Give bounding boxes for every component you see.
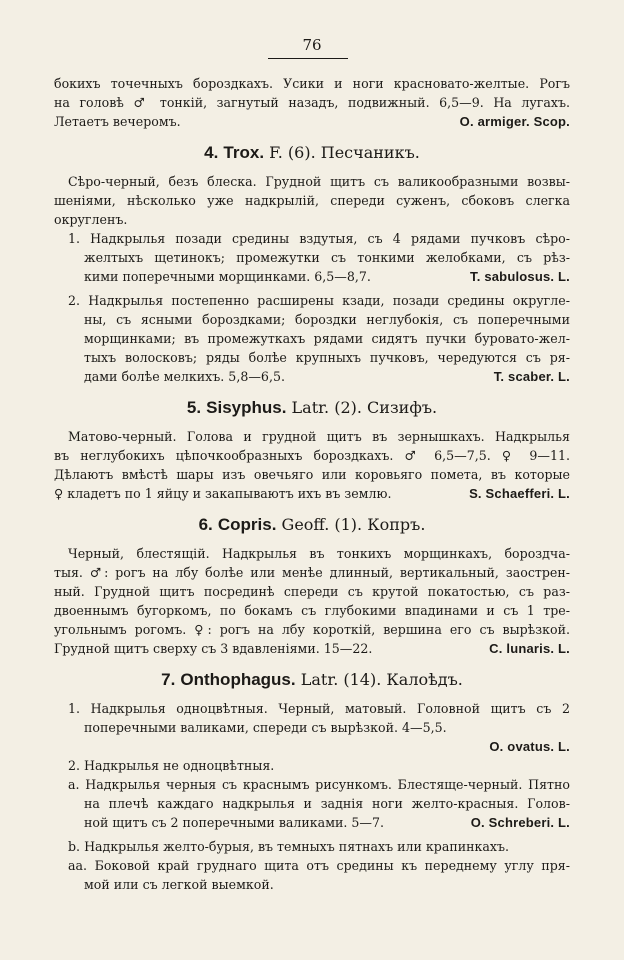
text: Летаетъ вечеромъ.	[54, 114, 181, 129]
species-line	[54, 737, 570, 756]
text-line: Сѣро-черный, безъ блеска. Грудной щитъ съ валикообразными возвы-	[68, 174, 570, 189]
text-line: ный. Грудной щитъ посрединѣ спереди съ крутой покатостью, съ раз-	[54, 584, 570, 599]
text-line: тыя. ♂: рогъ на лбу болѣе или менѣе длинный, вертикальный, заострен-	[54, 565, 570, 580]
text-line: округленъ.	[54, 212, 128, 227]
genus-name: Copris.	[217, 515, 277, 534]
genus-number: 7.	[161, 670, 176, 689]
text-line-with-species	[54, 112, 570, 131]
genus-name: Trox.	[223, 143, 265, 162]
text: ной щитъ съ 2 поперечными валиками. 5—7.	[84, 815, 385, 830]
text-line: b. Надкрылья желто-бурыя, въ темныхъ пятнахъ или крапинкахъ.	[68, 839, 510, 854]
genus-heading	[54, 398, 570, 417]
text: ♀ кладетъ по 1 яйцу и закапываютъ ихъ въ землю.	[54, 486, 392, 501]
genus-number: 4.	[204, 143, 219, 162]
species-name: O. armiger. Scop.	[459, 114, 570, 129]
species-name: T. scaber. L.	[493, 369, 570, 384]
text-line: а. Надкрылья черныя съ краснымъ рисункомъ. Блестяще-черный. Пятно	[68, 777, 570, 792]
text-line: 1. Надкрылья позади средины вздутыя, съ 4 рядами пучковъ сѣро-	[68, 231, 570, 246]
genus-rest: F. (6). Песчаникъ.	[269, 143, 420, 162]
species-name: S. Schaefferi. L.	[469, 486, 570, 501]
text-line-with-species	[54, 813, 570, 832]
text: дами болѣе мелкихъ. 5,8—6,5.	[84, 369, 285, 384]
text-line: шенiями, нѣсколько уже надкрылiй, спереди суженъ, сбоковъ слегка	[54, 193, 570, 208]
text-line: 1. Надкрылья одноцвѣтныя. Черный, матовый. Головной щитъ съ 2	[68, 701, 570, 716]
genus-number: 5.	[186, 398, 202, 417]
species-name: O. Schreberi. L.	[470, 815, 570, 830]
text-line: Матово-черный. Голова и грудной щитъ въ зернышкахъ. Надкрылья	[68, 429, 570, 444]
genus-heading	[54, 143, 570, 162]
text-line: Дѣлаютъ вмѣстѣ шары изъ овечьяго или коровьяго помета, въ которые	[54, 467, 570, 482]
text-line: на головѣ ♂ тонкiй, загнутый назадъ, подвижный. 6,5—9. На лугахъ.	[54, 95, 570, 110]
page-number: 76	[0, 36, 624, 54]
genus-rest: Latr. (2). Сизифъ.	[291, 398, 438, 417]
text-line: 2. Надкрылья не одноцвѣтныя.	[68, 758, 275, 773]
text-line-with-species	[54, 367, 570, 386]
text-line: тыхъ волосковъ; ряды болѣе крупныхъ пучковъ, чередуются съ ря-	[84, 350, 570, 365]
species-name: T. sabulosus. L.	[470, 269, 570, 284]
genus-name: Sisyphus.	[206, 398, 287, 417]
genus-rest: Geoff. (1). Копръ.	[281, 515, 426, 534]
text-line: поперечными валиками, спереди съ вырѣзкой. 4—5,5.	[84, 720, 447, 735]
page-number-rule	[268, 58, 348, 59]
text-line: въ неглубокихъ цѣпочкообразныхъ бороздкахъ. ♂ 6,5—7,5. ♀ 9—11.	[54, 448, 570, 463]
text-line: мой или съ легкой выемкой.	[84, 877, 274, 892]
genus-heading	[54, 515, 570, 534]
page-body	[54, 74, 570, 894]
text-line: бокихъ точечныхъ бороздкахъ. Усики и ноги красновато-желтые. Рогъ	[54, 76, 570, 91]
text: кими поперечными морщинками. 6,5—8,7.	[84, 269, 371, 284]
text-line: желтыхъ щетинокъ; промежутки съ тонкими желобками, съ рѣз-	[84, 250, 570, 265]
text-line: 2. Надкрылья постепенно расширены кзади, позади средины округле-	[68, 293, 570, 308]
genus-rest: Latr. (14). Калоѣдъ.	[300, 670, 463, 689]
text-line: морщинками; въ промежуткахъ рядами сидятъ пучки буровато-жел-	[84, 331, 570, 346]
text-line-with-species	[54, 267, 570, 286]
species-name: C. lunaris. L.	[489, 641, 570, 656]
genus-number: 6.	[198, 515, 213, 534]
text-line-with-species	[54, 639, 570, 658]
genus-name: Onthophagus.	[180, 670, 296, 689]
text-line-with-species	[54, 484, 570, 503]
genus-heading	[54, 670, 570, 689]
text-line: на плечѣ каждаго надкрылья и заднiя ноги желто-красныя. Голов-	[84, 796, 570, 811]
text-line: аа. Боковой край груднаго щита отъ средины къ переднему углу пря-	[68, 858, 570, 873]
text: Грудной щитъ сверху съ 3 вдавленiями. 15—22.	[54, 641, 373, 656]
species-name: O. ovatus. L.	[489, 739, 570, 754]
text-line: двоеннымъ бугоркомъ, по бокамъ съ глубокими впадинами и съ 1 тре-	[54, 603, 570, 618]
text-line: угольнымъ рогомъ. ♀: рогъ на лбу короткiй, вершина его съ вырѣзкой.	[54, 622, 570, 637]
text-line: Черный, блестящiй. Надкрылья въ тонкихъ морщинкахъ, бороздча-	[68, 546, 570, 561]
text-line: ны, съ ясными бороздками; бороздки неглубокiя, съ поперечными	[84, 312, 570, 327]
